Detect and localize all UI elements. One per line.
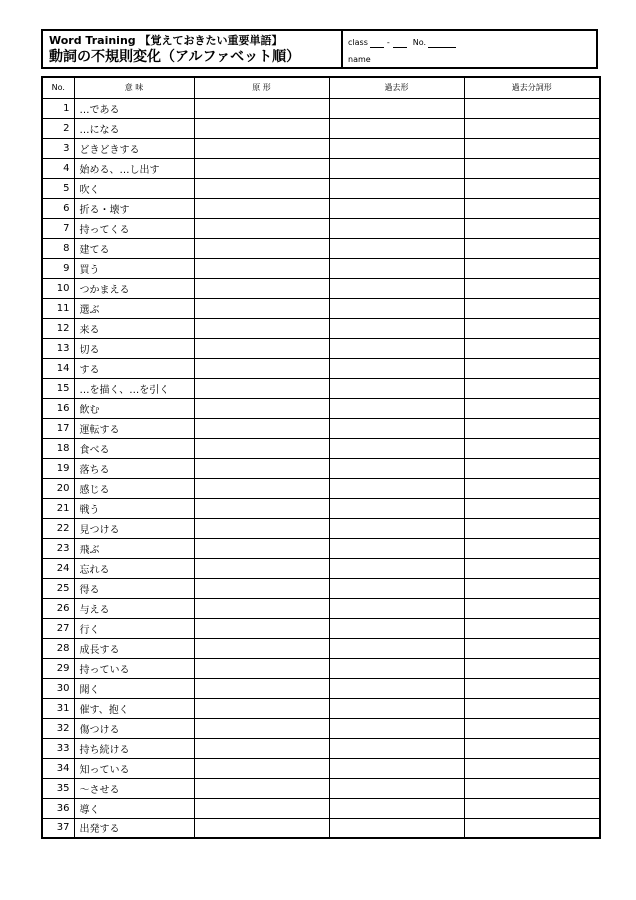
past-form-cell[interactable] — [329, 558, 464, 578]
meaning-cell: 落ちる — [74, 458, 194, 478]
base-form-cell[interactable] — [194, 158, 329, 178]
row-number: 33 — [42, 738, 74, 758]
past-form-cell[interactable] — [329, 498, 464, 518]
base-form-cell[interactable] — [194, 538, 329, 558]
column-header-past-participle: 過去分詞形 — [464, 77, 600, 98]
base-form-cell[interactable] — [194, 498, 329, 518]
past-form-cell[interactable] — [329, 398, 464, 418]
row-number: 3 — [42, 138, 74, 158]
table-row — [42, 298, 600, 318]
table-row — [42, 798, 600, 818]
past-form-cell[interactable] — [329, 718, 464, 738]
past-form-cell[interactable] — [329, 298, 464, 318]
past-form-cell[interactable] — [329, 458, 464, 478]
past-form-cell[interactable] — [329, 258, 464, 278]
base-form-cell[interactable] — [194, 218, 329, 238]
column-header-meaning: 意 味 — [74, 77, 194, 98]
past-participle-cell[interactable] — [464, 678, 600, 698]
past-participle-cell[interactable] — [464, 698, 600, 718]
past-participle-cell[interactable] — [464, 298, 600, 318]
row-number: 15 — [42, 378, 74, 398]
row-number: 4 — [42, 158, 74, 178]
table-row — [42, 618, 600, 638]
table-row — [42, 718, 600, 738]
past-participle-cell[interactable] — [464, 278, 600, 298]
past-form-cell[interactable] — [329, 318, 464, 338]
meaning-cell: ～させる — [74, 778, 194, 798]
row-number: 9 — [42, 258, 74, 278]
row-number: 37 — [42, 818, 74, 838]
worksheet-header — [41, 29, 598, 69]
table-row — [42, 178, 600, 198]
base-form-cell[interactable] — [194, 338, 329, 358]
class-label: class — [348, 38, 368, 47]
past-participle-cell[interactable] — [464, 558, 600, 578]
past-participle-cell[interactable] — [464, 98, 600, 118]
meaning-cell: 戦う — [74, 498, 194, 518]
verb-table — [41, 76, 601, 839]
row-number: 19 — [42, 458, 74, 478]
past-form-cell[interactable] — [329, 338, 464, 358]
past-participle-cell[interactable] — [464, 418, 600, 438]
past-form-cell[interactable] — [329, 118, 464, 138]
meaning-cell: 建てる — [74, 238, 194, 258]
past-form-cell[interactable] — [329, 518, 464, 538]
base-form-cell[interactable] — [194, 578, 329, 598]
table-row — [42, 458, 600, 478]
class-dash: - — [386, 38, 390, 47]
title-block — [43, 31, 343, 67]
past-participle-cell[interactable] — [464, 138, 600, 158]
base-form-cell[interactable] — [194, 478, 329, 498]
past-form-cell[interactable] — [329, 238, 464, 258]
table-row — [42, 98, 600, 118]
table-row — [42, 238, 600, 258]
base-form-cell[interactable] — [194, 138, 329, 158]
meaning-cell: 食べる — [74, 438, 194, 458]
past-participle-cell[interactable] — [464, 578, 600, 598]
table-row — [42, 158, 600, 178]
past-participle-cell[interactable] — [464, 638, 600, 658]
class-number-line — [348, 35, 596, 48]
meaning-cell: 知っている — [74, 758, 194, 778]
row-number: 23 — [42, 538, 74, 558]
row-number: 34 — [42, 758, 74, 778]
base-form-cell[interactable] — [194, 818, 329, 838]
past-participle-cell[interactable] — [464, 438, 600, 458]
past-form-cell[interactable] — [329, 378, 464, 398]
past-participle-cell[interactable] — [464, 598, 600, 618]
past-participle-cell[interactable] — [464, 338, 600, 358]
meaning-cell: 得る — [74, 578, 194, 598]
past-form-cell[interactable] — [329, 218, 464, 238]
table-row — [42, 578, 600, 598]
meaning-cell: 見つける — [74, 518, 194, 538]
row-number: 8 — [42, 238, 74, 258]
past-form-cell[interactable] — [329, 158, 464, 178]
row-number: 10 — [42, 278, 74, 298]
base-form-cell[interactable] — [194, 258, 329, 278]
base-form-cell[interactable] — [194, 658, 329, 678]
table-row — [42, 538, 600, 558]
meaning-cell: 出発する — [74, 818, 194, 838]
base-form-cell[interactable] — [194, 438, 329, 458]
table-row — [42, 198, 600, 218]
row-number: 21 — [42, 498, 74, 518]
row-number: 24 — [42, 558, 74, 578]
past-form-cell[interactable] — [329, 478, 464, 498]
meaning-cell: つかまえる — [74, 278, 194, 298]
past-form-cell[interactable] — [329, 798, 464, 818]
meaning-cell: 成長する — [74, 638, 194, 658]
past-participle-cell[interactable] — [464, 658, 600, 678]
past-form-cell[interactable] — [329, 738, 464, 758]
past-participle-cell[interactable] — [464, 358, 600, 378]
past-form-cell[interactable] — [329, 678, 464, 698]
base-form-cell[interactable] — [194, 518, 329, 538]
meaning-cell: 切る — [74, 338, 194, 358]
row-number: 13 — [42, 338, 74, 358]
meaning-cell: 持ってくる — [74, 218, 194, 238]
past-form-cell[interactable] — [329, 438, 464, 458]
row-number: 16 — [42, 398, 74, 418]
past-participle-cell[interactable] — [464, 118, 600, 138]
column-header-no: No. — [42, 77, 74, 98]
table-row — [42, 698, 600, 718]
row-number: 6 — [42, 198, 74, 218]
table-row — [42, 398, 600, 418]
meaning-cell: 折る・壊す — [74, 198, 194, 218]
meaning-cell: 催す、抱く — [74, 698, 194, 718]
base-form-cell[interactable] — [194, 198, 329, 218]
past-participle-cell[interactable] — [464, 798, 600, 818]
base-form-cell[interactable] — [194, 618, 329, 638]
past-form-cell[interactable] — [329, 358, 464, 378]
row-number: 28 — [42, 638, 74, 658]
row-number: 5 — [42, 178, 74, 198]
meaning-cell: 飲む — [74, 398, 194, 418]
base-form-cell[interactable] — [194, 738, 329, 758]
past-participle-cell[interactable] — [464, 158, 600, 178]
past-form-cell[interactable] — [329, 538, 464, 558]
row-number: 12 — [42, 318, 74, 338]
table-row — [42, 778, 600, 798]
class-grade-field[interactable] — [370, 39, 384, 48]
table-row — [42, 438, 600, 458]
base-form-cell[interactable] — [194, 418, 329, 438]
meaning-cell: …になる — [74, 118, 194, 138]
table-row — [42, 218, 600, 238]
past-participle-cell[interactable] — [464, 198, 600, 218]
table-row — [42, 258, 600, 278]
row-number: 17 — [42, 418, 74, 438]
row-number: 36 — [42, 798, 74, 818]
meaning-cell: 吹く — [74, 178, 194, 198]
row-number: 2 — [42, 118, 74, 138]
base-form-cell[interactable] — [194, 378, 329, 398]
worksheet-subtitle: 動詞の不規則変化（アルファベット順） — [49, 49, 301, 65]
meaning-cell: どきどきする — [74, 138, 194, 158]
base-form-cell[interactable] — [194, 558, 329, 578]
row-number: 31 — [42, 698, 74, 718]
past-form-cell[interactable] — [329, 758, 464, 778]
table-row — [42, 318, 600, 338]
past-participle-cell[interactable] — [464, 738, 600, 758]
past-participle-cell[interactable] — [464, 218, 600, 238]
meaning-cell: 始める、…し出す — [74, 158, 194, 178]
past-participle-cell[interactable] — [464, 818, 600, 838]
column-header-base: 原 形 — [194, 77, 329, 98]
table-header-row — [42, 77, 600, 98]
table-row — [42, 658, 600, 678]
student-info-block — [343, 31, 596, 67]
past-form-cell[interactable] — [329, 178, 464, 198]
table-row — [42, 418, 600, 438]
past-participle-cell[interactable] — [464, 238, 600, 258]
table-row — [42, 358, 600, 378]
table-row — [42, 478, 600, 498]
base-form-cell[interactable] — [194, 758, 329, 778]
base-form-cell[interactable] — [194, 298, 329, 318]
meaning-cell: …を描く、…を引く — [74, 378, 194, 398]
meaning-cell: 選ぶ — [74, 298, 194, 318]
row-number: 11 — [42, 298, 74, 318]
table-row — [42, 638, 600, 658]
base-form-cell[interactable] — [194, 238, 329, 258]
past-form-cell[interactable] — [329, 98, 464, 118]
base-form-cell[interactable] — [194, 778, 329, 798]
row-number: 32 — [42, 718, 74, 738]
past-participle-cell[interactable] — [464, 258, 600, 278]
meaning-cell: 持っている — [74, 658, 194, 678]
base-form-cell[interactable] — [194, 178, 329, 198]
table-row — [42, 678, 600, 698]
past-form-cell[interactable] — [329, 638, 464, 658]
meaning-cell: 持ち続ける — [74, 738, 194, 758]
base-form-cell[interactable] — [194, 118, 329, 138]
base-form-cell[interactable] — [194, 638, 329, 658]
past-form-cell[interactable] — [329, 618, 464, 638]
meaning-cell: 聞く — [74, 678, 194, 698]
meaning-cell: 与える — [74, 598, 194, 618]
meaning-cell: 買う — [74, 258, 194, 278]
table-row — [42, 598, 600, 618]
row-number: 7 — [42, 218, 74, 238]
row-number: 22 — [42, 518, 74, 538]
base-form-cell[interactable] — [194, 678, 329, 698]
table-row — [42, 118, 600, 138]
past-participle-cell[interactable] — [464, 318, 600, 338]
row-number: 35 — [42, 778, 74, 798]
row-number: 27 — [42, 618, 74, 638]
row-number: 14 — [42, 358, 74, 378]
meaning-cell: する — [74, 358, 194, 378]
row-number: 20 — [42, 478, 74, 498]
past-form-cell[interactable] — [329, 698, 464, 718]
past-form-cell[interactable] — [329, 138, 464, 158]
past-participle-cell[interactable] — [464, 178, 600, 198]
base-form-cell[interactable] — [194, 798, 329, 818]
table-row — [42, 558, 600, 578]
row-number: 25 — [42, 578, 74, 598]
past-form-cell[interactable] — [329, 198, 464, 218]
row-number: 30 — [42, 678, 74, 698]
table-row — [42, 758, 600, 778]
past-participle-cell[interactable] — [464, 498, 600, 518]
row-number: 18 — [42, 438, 74, 458]
table-row — [42, 278, 600, 298]
meaning-cell: 忘れる — [74, 558, 194, 578]
past-participle-cell[interactable] — [464, 378, 600, 398]
number-label: No. — [412, 38, 427, 47]
table-row — [42, 498, 600, 518]
past-participle-cell[interactable] — [464, 398, 600, 418]
class-section-field[interactable] — [393, 39, 407, 48]
past-form-cell[interactable] — [329, 418, 464, 438]
base-form-cell[interactable] — [194, 98, 329, 118]
base-form-cell[interactable] — [194, 458, 329, 478]
student-number-field[interactable] — [428, 39, 456, 48]
past-participle-cell[interactable] — [464, 458, 600, 478]
past-form-cell[interactable] — [329, 578, 464, 598]
meaning-cell: 飛ぶ — [74, 538, 194, 558]
base-form-cell[interactable] — [194, 278, 329, 298]
table-row — [42, 818, 600, 838]
meaning-cell: 運転する — [74, 418, 194, 438]
meaning-cell: 行く — [74, 618, 194, 638]
name-label: name — [348, 55, 371, 64]
row-number: 26 — [42, 598, 74, 618]
past-form-cell[interactable] — [329, 778, 464, 798]
table-row — [42, 738, 600, 758]
past-participle-cell[interactable] — [464, 778, 600, 798]
base-form-cell[interactable] — [194, 358, 329, 378]
base-form-cell[interactable] — [194, 398, 329, 418]
table-row — [42, 138, 600, 158]
past-form-cell[interactable] — [329, 278, 464, 298]
table-row — [42, 518, 600, 538]
past-participle-cell[interactable] — [464, 758, 600, 778]
row-number: 1 — [42, 98, 74, 118]
meaning-cell: 傷つける — [74, 718, 194, 738]
past-form-cell[interactable] — [329, 658, 464, 678]
past-form-cell[interactable] — [329, 818, 464, 838]
table-row — [42, 378, 600, 398]
meaning-cell: …である — [74, 98, 194, 118]
past-participle-cell[interactable] — [464, 718, 600, 738]
worksheet-title: Word Training 【覚えておきたい重要単語】 — [49, 34, 283, 47]
past-participle-cell[interactable] — [464, 538, 600, 558]
past-participle-cell[interactable] — [464, 618, 600, 638]
base-form-cell[interactable] — [194, 598, 329, 618]
meaning-cell: 来る — [74, 318, 194, 338]
name-line — [348, 52, 596, 65]
meaning-cell: 導く — [74, 798, 194, 818]
past-participle-cell[interactable] — [464, 518, 600, 538]
row-number: 29 — [42, 658, 74, 678]
base-form-cell[interactable] — [194, 718, 329, 738]
past-participle-cell[interactable] — [464, 478, 600, 498]
column-header-past: 過去形 — [329, 77, 464, 98]
meaning-cell: 感じる — [74, 478, 194, 498]
past-form-cell[interactable] — [329, 598, 464, 618]
base-form-cell[interactable] — [194, 318, 329, 338]
base-form-cell[interactable] — [194, 698, 329, 718]
table-row — [42, 338, 600, 358]
